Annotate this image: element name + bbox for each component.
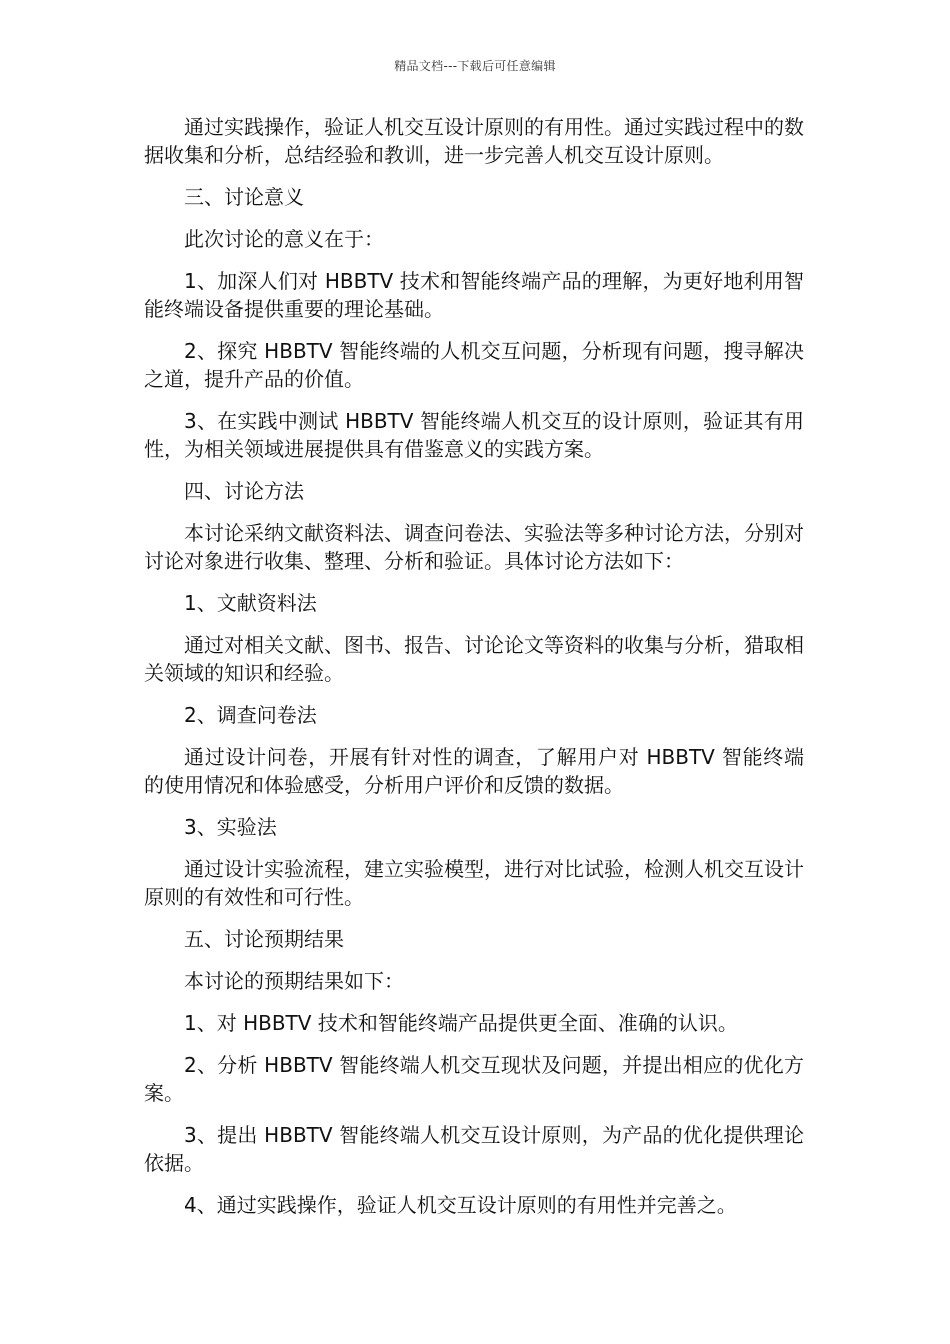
paragraph: 通过对相关文献、图书、报告、讨论论文等资料的收集与分析，猎取相关领域的知识和经验。 [144, 633, 804, 685]
section-heading-significance: 三、讨论意义 [184, 185, 304, 209]
list-item: 2、分析 HBBTV 智能终端人机交互现状及问题，并提出相应的优化方案。 [144, 1053, 804, 1105]
list-item: 3、在实践中测试 HBBTV 智能终端人机交互的设计原则，验证其有用性，为相关领域进展提供具有借鉴意义的实践方案。 [144, 409, 804, 461]
subheading: 1、文献资料法 [184, 591, 317, 615]
list-item: 2、探究 HBBTV 智能终端的人机交互问题，分析现有问题，搜寻解决之道，提升产品的价值。 [144, 339, 804, 391]
paragraph: 通过设计实验流程，建立实验模型，进行对比试验，检测人机交互设计原则的有效性和可行性。 [144, 857, 804, 909]
list-item: 1、对 HBBTV 技术和智能终端产品提供更全面、准确的认识。 [184, 1011, 738, 1035]
document-body [144, 113, 804, 1233]
subheading: 3、实验法 [184, 815, 277, 839]
subheading: 2、调查问卷法 [184, 703, 317, 727]
section-heading-expected-results: 五、讨论预期结果 [184, 927, 344, 951]
paragraph: 本讨论采纳文献资料法、调查问卷法、实验法等多种讨论方法，分别对讨论对象进行收集、整理、分析和验证。具体讨论方法如下： [144, 521, 804, 573]
list-item: 4、通过实践操作，验证人机交互设计原则的有用性并完善之。 [184, 1193, 737, 1217]
paragraph: 本讨论的预期结果如下： [184, 969, 404, 993]
section-heading-methods: 四、讨论方法 [184, 479, 304, 503]
list-item: 1、加深人们对 HBBTV 技术和智能终端产品的理解，为更好地利用智能终端设备提供重要的理论基础。 [144, 269, 804, 321]
paragraph: 此次讨论的意义在于： [184, 227, 384, 251]
page-header: 精品文档---下载后可任意编辑 [394, 59, 556, 73]
paragraph: 通过设计问卷，开展有针对性的调查，了解用户对 HBBTV 智能终端的使用情况和体验感受，分析用户评价和反馈的数据。 [144, 745, 804, 797]
list-item: 3、提出 HBBTV 智能终端人机交互设计原则，为产品的优化提供理论依据。 [144, 1123, 804, 1175]
paragraph-intro: 通过实践操作，验证人机交互设计原则的有用性。通过实践过程中的数据收集和分析，总结经验和教训，进一步完善人机交互设计原则。 [144, 115, 804, 167]
